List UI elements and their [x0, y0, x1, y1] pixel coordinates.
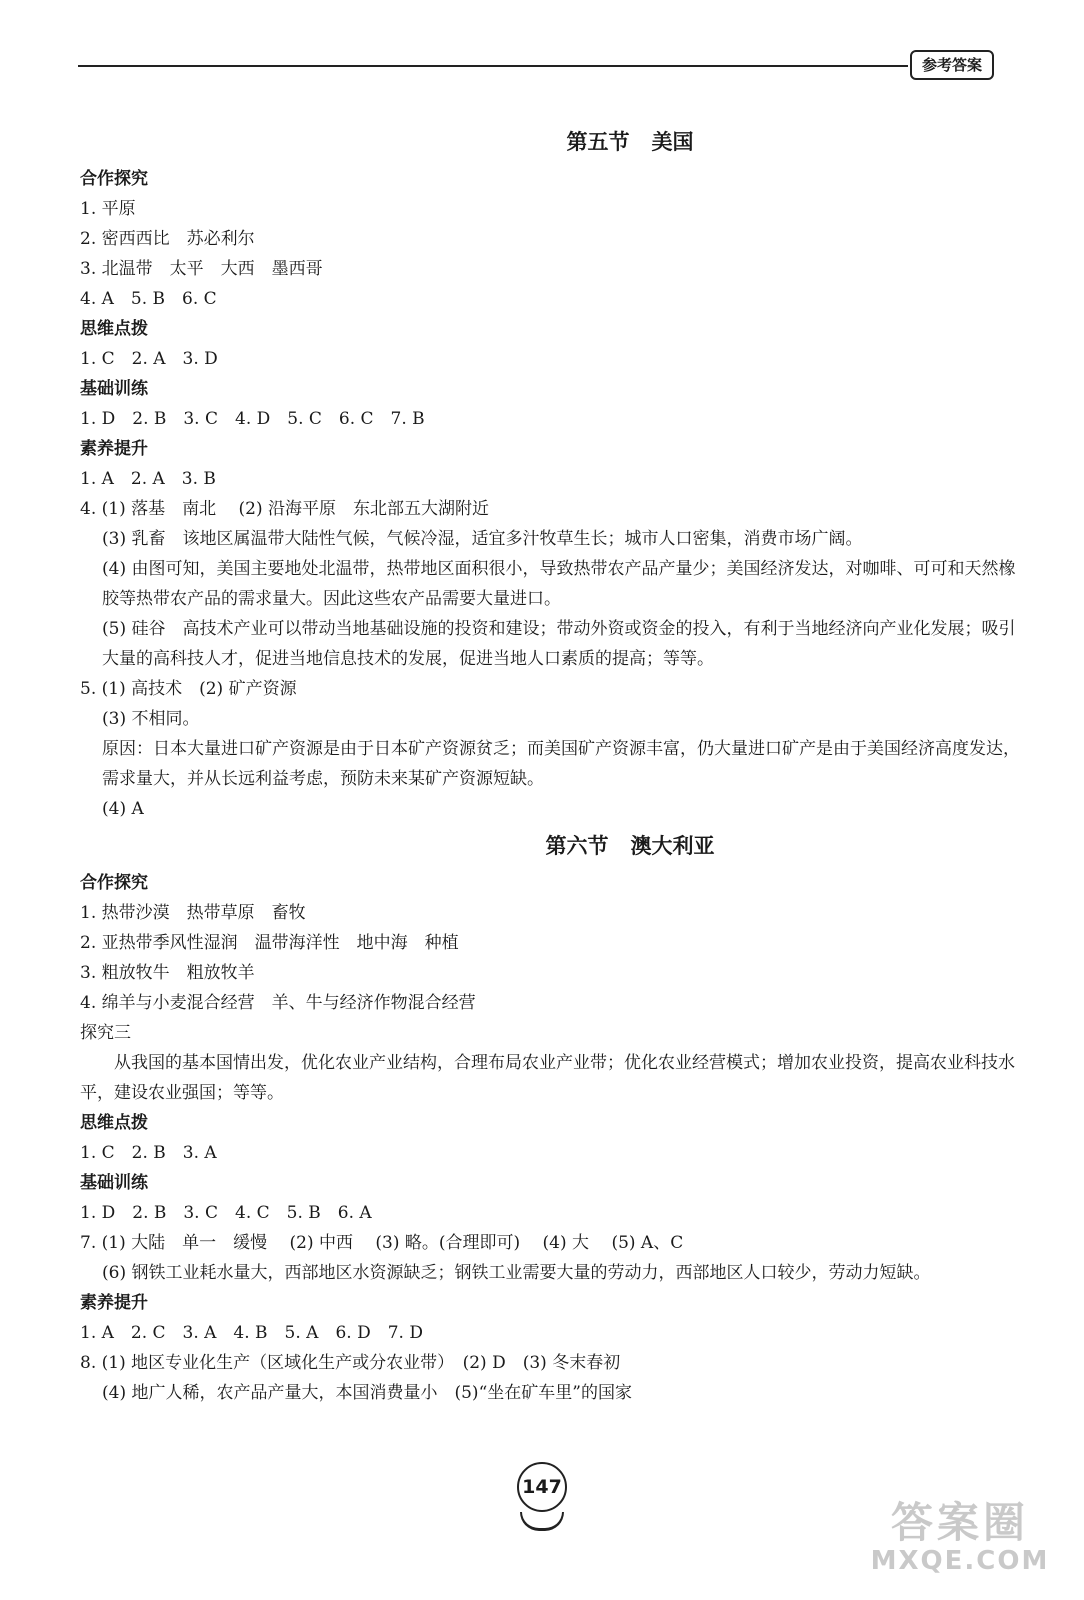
header-rule [78, 65, 908, 67]
watermark [850, 1500, 1070, 1576]
subsection-heading: 素养提升 [80, 1293, 148, 1313]
subsection-heading: 思维点拨 [80, 319, 148, 339]
answer-line: 2. 亚热带季风性湿润 温带海洋性 地中海 种植 [80, 933, 459, 953]
page-number: 147 [517, 1462, 567, 1512]
answer-line: 1. A 2. A 3. B [80, 469, 216, 489]
page-footer [505, 1462, 579, 1531]
answer-line: 1. C 2. B 3. A [80, 1143, 217, 1163]
answer-paragraph: (3) 不相同。 [102, 709, 200, 729]
watermark-url: MXQE.COM [870, 1546, 1050, 1576]
answer-paragraph: 从我国的基本国情出发，优化农业产业结构，合理布局农业产业带；优化农业经营模式；增加农业投资，提高农业科技水平，建设农业强国；等等。 [80, 1053, 1015, 1103]
answer-paragraph: (4) A [102, 799, 144, 819]
section-number: 第五节 [566, 130, 630, 154]
header-tag: 参考答案 [910, 50, 994, 80]
answer-content [80, 120, 1020, 1408]
subsection-heading: 思维点拨 [80, 1113, 148, 1133]
answer-line: 5. (1) 高技术 (2) 矿产资源 [80, 679, 297, 699]
answer-line: 3. 北温带 太平 大西 墨西哥 [80, 259, 323, 279]
answer-line: 4. A 5. B 6. C [80, 289, 217, 309]
section-name: 美国 [651, 130, 694, 154]
answer-paragraph: (4) 地广人稀，农产品产量大，本国消费量小 (5)“坐在矿车里”的国家 [102, 1383, 632, 1403]
answer-paragraph: (4) 由图可知，美国主要地处北温带，热带地区面积很小，导致热带农产品产量少；美国经济发达，对咖啡、可可和天然橡胶等热带农产品的需求量大。因此这些农产品需要大量进口。 [102, 559, 1016, 609]
globe-stand-icon [520, 1512, 564, 1531]
subsection-heading: 合作探究 [80, 169, 148, 189]
answer-paragraph: (5) 硅谷 高技术产业可以带动当地基础设施的投资和建设；带动外资或资金的投入，有利于当地经济向产业化发展；吸引大量的高科技人才，促进当地信息技术的发展，促进当地人口素质的提高；等等。 [102, 619, 1016, 669]
answer-line: 1. D 2. B 3. C 4. C 5. B 6. A [80, 1203, 372, 1223]
answer-paragraph: 原因：日本大量进口矿产资源是由于日本矿产资源贫乏；而美国矿产资源丰富，仍大量进口矿产是由于美国经济高度发达，需求量大，并从长远利益考虑，预防未来某矿产资源短缺。 [102, 739, 1020, 789]
section-title [80, 824, 1020, 868]
answer-paragraph: (3) 乳畜 该地区属温带大陆性气候，气候冷湿，适宜多汁牧草生长；城市人口密集，消费市场广阔。 [102, 529, 863, 549]
answer-line: 1. C 2. A 3. D [80, 349, 218, 369]
subsection-heading: 基础训练 [80, 1173, 148, 1193]
answer-line: 4. (1) 落基 南北 (2) 沿海平原 东北部五大湖附近 [80, 499, 489, 519]
subsection-heading: 素养提升 [80, 439, 148, 459]
answer-line: 2. 密西西比 苏必利尔 [80, 229, 255, 249]
answer-line: 1. 热带沙漠 热带草原 畜牧 [80, 903, 306, 923]
watermark-logo: 答案圈 [890, 1498, 1029, 1547]
section-title [80, 120, 1020, 164]
answer-line: 7. (1) 大陆 单一 缓慢 (2) 中西 (3) 略。(合理即可) (4) 大 (5) A、C [80, 1233, 684, 1253]
answer-line: 1. 平原 [80, 199, 136, 219]
section-name: 澳大利亚 [630, 834, 715, 858]
section-number: 第六节 [545, 834, 609, 858]
answer-line: 1. A 2. C 3. A 4. B 5. A 6. D 7. D [80, 1323, 423, 1343]
answer-line: 探究三 [80, 1023, 131, 1043]
subsection-heading: 基础训练 [80, 379, 148, 399]
answer-line: 3. 粗放牧牛 粗放牧羊 [80, 963, 255, 983]
answer-line: 8. (1) 地区专业化生产（区域化生产或分农业带） (2) D (3) 冬末春初 [80, 1353, 621, 1373]
subsection-heading: 合作探究 [80, 873, 148, 893]
answer-line: 1. D 2. B 3. C 4. D 5. C 6. C 7. B [80, 409, 425, 429]
answer-paragraph: (6) 钢铁工业耗水量大，西部地区水资源缺乏；钢铁工业需要大量的劳动力，西部地区人口较少，劳动力短缺。 [102, 1263, 931, 1283]
answer-line: 4. 绵羊与小麦混合经营 羊、牛与经济作物混合经营 [80, 993, 476, 1013]
